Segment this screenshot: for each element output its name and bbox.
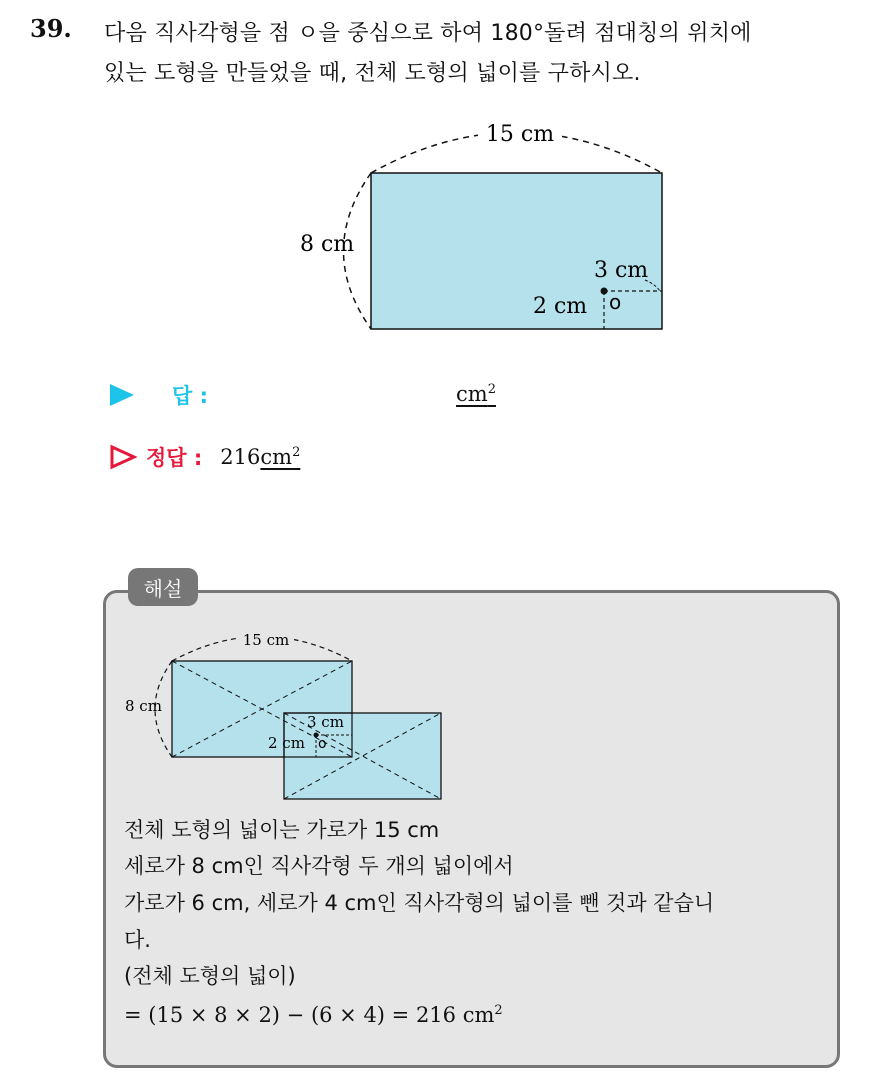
offset-y-label: 2 cm	[533, 294, 588, 319]
solution-line-3: 가로가 6 cm, 세로가 4 cm인 직사각형의 넓이를 뺀 것과 같습니	[124, 891, 715, 915]
offset-x-label: 3 cm	[594, 258, 649, 283]
solution-equation: = (15 × 8 × 2) − (6 × 4) = 216 $cm^2$	[124, 1003, 503, 1027]
solution-offset-y-label: 2 cm	[268, 734, 305, 752]
correct-answer-label: 정답 :	[146, 446, 203, 470]
solution-tag: 해설	[128, 568, 198, 606]
answer-label: 답 :	[172, 384, 208, 408]
question-number: 39.	[30, 14, 72, 43]
solution-height-label: 8 cm	[125, 697, 162, 715]
solution-width-label: 15 cm	[242, 631, 290, 649]
question-text-line-2: 있는 도형을 만들었을 때, 전체 도형의 넓이를 구하시오.	[104, 61, 641, 86]
question-text-line-1: 다음 직사각형을 점 ㅇ을 중심으로 하여 180°돌려 점대칭의 위치에	[104, 21, 752, 46]
solution-line-4: 다.	[124, 928, 151, 952]
height-label: 8 cm	[300, 232, 355, 257]
correct-answer-value: 216	[220, 445, 261, 469]
width-label: 15 cm	[485, 122, 555, 147]
point-label: o	[609, 290, 622, 314]
solution-line-1: 전체 도형의 넓이는 가로가 15 cm	[124, 818, 440, 842]
solution-line-2: 세로가 8 cm인 직사각형 두 개의 넓이에서	[124, 854, 514, 878]
solution-point-label: o	[318, 736, 327, 752]
correct-answer-unit: $cm^2$	[260, 445, 301, 469]
answer-blank[interactable]: $cm^2$	[456, 382, 496, 406]
solution-line-5: (전체 도형의 넓이)	[124, 964, 296, 988]
solution-offset-x-label: 3 cm	[307, 713, 344, 731]
